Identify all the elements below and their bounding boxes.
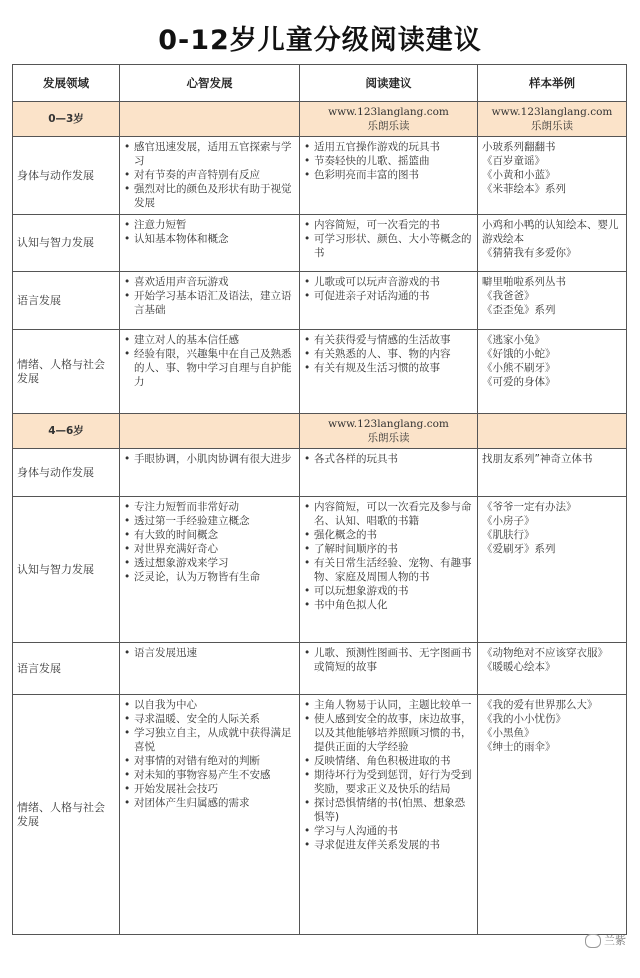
list-item: • 建立对人的基本信任感	[124, 333, 295, 347]
list-item: • 儿歌或可以玩声音游戏的书	[304, 275, 473, 289]
list-item: 《动物绝对不应该穿衣服》	[482, 647, 608, 659]
field-cell: 身体与动作发展	[13, 137, 120, 215]
section-watermark-reading	[300, 414, 478, 449]
watermark-url: www.123langlang.com	[328, 106, 449, 118]
corner-mark: 兰紫	[585, 932, 626, 948]
list-item: 《小熊不刷牙》	[482, 362, 556, 374]
field-cell: 情绪、人格与社会发展	[13, 330, 120, 414]
list-item: • 透过第一手经验建立概念	[124, 514, 295, 528]
list-item: • 专注力短暂而非常好动	[124, 500, 295, 514]
header-cell-samples: 样本举例	[478, 65, 627, 102]
list-item: • 书中角色拟人化	[304, 598, 473, 612]
list-item: • 有大致的时间概念	[124, 528, 295, 542]
field-cell: 情绪、人格与社会发展	[13, 695, 120, 935]
list-item: 《米菲绘本》系列	[482, 183, 566, 195]
list-item: 《爷爷一定有办法》	[482, 501, 577, 513]
field-cell: 语言发展	[13, 643, 120, 695]
reading-cell-list	[304, 452, 473, 466]
list-item: • 对世界充满好奇心	[124, 542, 295, 556]
list-item: • 对未知的事物容易产生不安感	[124, 768, 295, 782]
list-item: • 可学习形状、颜色、大小等概念的书	[304, 232, 473, 260]
samples-cell	[478, 695, 627, 935]
list-item: • 探讨恐惧情绪的书(怕黑、想象恐惧等)	[304, 796, 473, 824]
list-item: • 主角人物易于认同，主题比较单一	[304, 698, 473, 712]
mind-cell	[120, 449, 300, 497]
list-item: 《我的小小忧伤》	[482, 713, 566, 725]
samples-cell	[478, 215, 627, 272]
samples-cell	[478, 137, 627, 215]
list-item: • 反映情绪、角色积极进取的书	[304, 754, 473, 768]
list-item: • 泛灵论，认为万物皆有生命	[124, 570, 295, 584]
list-item: • 寻求温暖、安全的人际关系	[124, 712, 295, 726]
header-cell-reading: 阅读建议	[300, 65, 478, 102]
mind-cell	[120, 272, 300, 330]
reading-cell	[300, 272, 478, 330]
list-item: • 适用五官操作游戏的玩具书	[304, 140, 473, 154]
watermark-brand: 乐朗乐读	[367, 432, 410, 444]
list-item: 小玻系列翻翻书	[482, 141, 556, 153]
mind-cell	[120, 330, 300, 414]
reading-table	[12, 64, 627, 935]
table-header-row	[13, 65, 627, 102]
section-row	[13, 102, 627, 137]
list-item: • 认知基本物体和概念	[124, 232, 295, 246]
mind-cell	[120, 695, 300, 935]
mind-cell	[120, 497, 300, 643]
reading-cell	[300, 215, 478, 272]
list-item: 《百岁童谣》	[482, 155, 545, 167]
list-item: 噼里啪啦系列丛书	[482, 276, 566, 288]
reading-cell	[300, 497, 478, 643]
section-row	[13, 414, 627, 449]
section-empty	[120, 414, 300, 449]
list-item: • 可以玩想象游戏的书	[304, 584, 473, 598]
wechat-icon	[585, 934, 601, 948]
list-item: • 内容简短，可以一次看完及参与命名、认知、唱歌的书籍	[304, 500, 473, 528]
table-row	[13, 449, 627, 497]
table-row	[13, 137, 627, 215]
mind-cell-list	[124, 218, 295, 246]
section-label: 0—3岁	[13, 102, 120, 137]
table-row	[13, 330, 627, 414]
reading-cell-list	[304, 698, 473, 852]
list-item: • 强化概念的书	[304, 528, 473, 542]
mind-cell-list	[124, 646, 295, 660]
watermark-url: www.123langlang.com	[491, 106, 613, 118]
samples-cell	[478, 449, 627, 497]
samples-cell	[478, 330, 627, 414]
header-cell-mind: 心智发展	[120, 65, 300, 102]
list-item: • 手眼协调，小肌肉协调有很大进步	[124, 452, 295, 466]
list-item: • 注意力短暂	[124, 218, 295, 232]
reading-cell-list	[304, 500, 473, 612]
mind-cell-list	[124, 140, 295, 210]
list-item: 小鸡和小鸭的认知绘本、婴儿游戏绘本	[482, 219, 619, 245]
mind-cell-list	[124, 333, 295, 389]
list-item: 《肌肤行》	[482, 529, 535, 541]
list-item: • 强烈对比的颜色及形状有助于视觉发展	[124, 182, 295, 210]
list-item: • 有关获得爱与情感的生活故事	[304, 333, 473, 347]
mind-cell	[120, 137, 300, 215]
page-title: 0-12岁儿童分级阅读建议	[158, 25, 482, 56]
table-row	[13, 215, 627, 272]
list-item: • 以自我为中心	[124, 698, 295, 712]
list-item: 《小房子》	[482, 515, 535, 527]
list-item: 《我的爱有世界那么大》	[482, 699, 598, 711]
list-item: 《逃家小兔》	[482, 334, 545, 346]
list-item: 《暖暖心绘本》	[482, 661, 556, 673]
list-item: • 对团体产生归属感的需求	[124, 796, 295, 810]
list-item: 《猜猜我有多爱你》	[482, 247, 577, 259]
list-item: • 色彩明亮而丰富的图书	[304, 168, 473, 182]
reading-cell	[300, 643, 478, 695]
list-item: 找朋友系列”神奇立体书	[482, 453, 593, 465]
mind-cell	[120, 215, 300, 272]
list-item: • 有关日常生活经验、宠物、有趣事物、家庭及周围人物的书	[304, 556, 473, 584]
reading-cell-list	[304, 140, 473, 182]
watermark-brand: 乐朗乐读	[367, 120, 410, 132]
list-item: • 各式各样的玩具书	[304, 452, 473, 466]
section-watermark-samples	[478, 414, 627, 449]
reading-cell-list	[304, 275, 473, 303]
list-item: 《可爱的身体》	[482, 376, 556, 388]
list-item: • 感官迅速发展，适用五官探索与学习	[124, 140, 295, 168]
table-row	[13, 272, 627, 330]
list-item: • 语言发展迅速	[124, 646, 295, 660]
reading-cell	[300, 695, 478, 935]
list-item: • 期待坏行为受到惩罚，好行为受到奖励，要求正义及快乐的结局	[304, 768, 473, 796]
list-item: • 内容简短，可一次看完的书	[304, 218, 473, 232]
list-item: • 寻求促进友伴关系发展的书	[304, 838, 473, 852]
list-item: • 喜欢适用声音玩游戏	[124, 275, 295, 289]
table-row	[13, 643, 627, 695]
list-item: 《爱刷牙》系列	[482, 543, 556, 555]
list-item: • 学习与人沟通的书	[304, 824, 473, 838]
list-item: • 透过想象游戏来学习	[124, 556, 295, 570]
list-item: • 节奏轻快的儿歌、摇篮曲	[304, 154, 473, 168]
header-cell-field: 发展领域	[13, 65, 120, 102]
list-item: • 对事情的对错有绝对的判断	[124, 754, 295, 768]
reading-cell-list	[304, 333, 473, 375]
list-item: • 可促进亲子对话沟通的书	[304, 289, 473, 303]
reading-cell	[300, 330, 478, 414]
mind-cell	[120, 643, 300, 695]
list-item: 《小黄和小蓝》	[482, 169, 556, 181]
section-empty	[120, 102, 300, 137]
list-item: • 对有节奏的声音特别有反应	[124, 168, 295, 182]
mind-cell-list	[124, 500, 295, 584]
samples-cell	[478, 497, 627, 643]
section-watermark-samples	[478, 102, 627, 137]
list-item: 《我爸爸》	[482, 290, 535, 302]
reading-cell-list	[304, 646, 473, 674]
reading-cell-list	[304, 218, 473, 260]
reading-cell	[300, 449, 478, 497]
field-cell: 认知与智力发展	[13, 497, 120, 643]
field-cell: 身体与动作发展	[13, 449, 120, 497]
field-cell: 认知与智力发展	[13, 215, 120, 272]
list-item: 《歪歪兔》系列	[482, 304, 556, 316]
table-row	[13, 695, 627, 935]
list-item: • 经验有限，兴趣集中在自己及熟悉的人、事、物中学习自理与自护能力	[124, 347, 295, 389]
reading-cell	[300, 137, 478, 215]
list-item: 《小黑鱼》	[482, 727, 535, 739]
list-item: • 使人感到安全的故事，床边故事，以及其他能够培养照顾习惯的书，提供正面的大学经验	[304, 712, 473, 754]
list-item: 《好饿的小蛇》	[482, 348, 556, 360]
list-item: • 开始学习基本语汇及语法，建立语言基础	[124, 289, 295, 317]
mind-cell-list	[124, 452, 295, 466]
field-cell: 语言发展	[13, 272, 120, 330]
list-item: • 有关有规及生活习惯的故事	[304, 361, 473, 375]
section-label: 4—6岁	[13, 414, 120, 449]
list-item: • 儿歌、预测性图画书、无字图画书或简短的故事	[304, 646, 473, 674]
samples-cell	[478, 643, 627, 695]
section-watermark-reading	[300, 102, 478, 137]
mind-cell-list	[124, 698, 295, 810]
list-item: • 有关熟悉的人、事、物的内容	[304, 347, 473, 361]
list-item: • 开始发展社会技巧	[124, 782, 295, 796]
list-item: 《绅士的雨伞》	[482, 741, 556, 753]
mind-cell-list	[124, 275, 295, 317]
list-item: • 了解时间顺序的书	[304, 542, 473, 556]
watermark-url: www.123langlang.com	[328, 418, 449, 430]
watermark-brand: 乐朗乐读	[531, 120, 573, 132]
list-item: • 学习独立自主，从成就中获得满足喜悦	[124, 726, 295, 754]
table-row	[13, 497, 627, 643]
samples-cell	[478, 272, 627, 330]
